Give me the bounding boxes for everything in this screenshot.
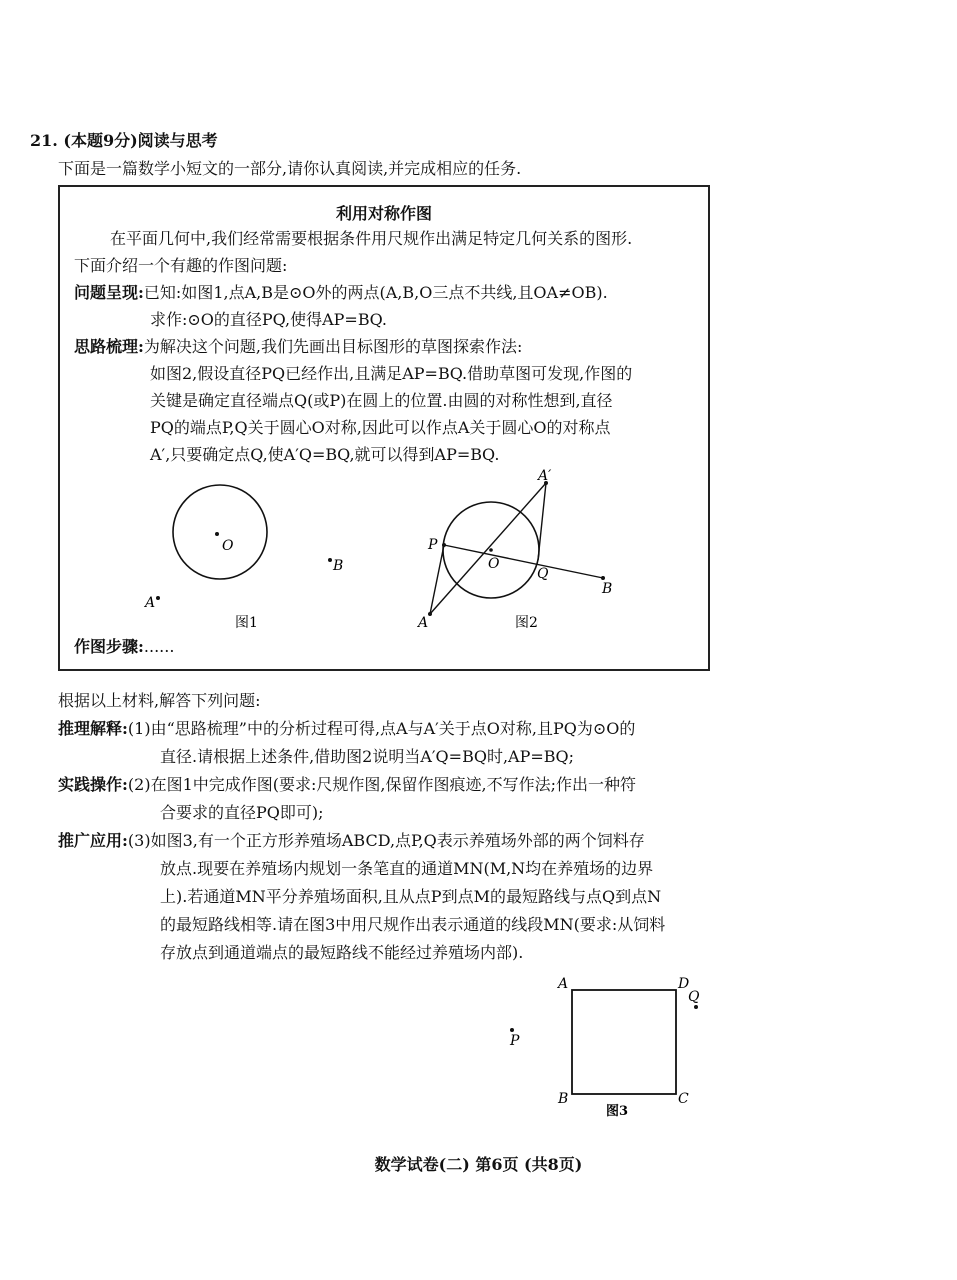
page-footer: 数学试卷(二) 第6页 (共8页) (374, 1155, 583, 1174)
idea-line-5: A′,只要确定点Q,使A′Q=BQ,就可以得到AP=BQ. (150, 445, 500, 464)
tasks-lead: 根据以上材料,解答下列问题: (58, 691, 261, 710)
steps-label: 作图步骤: (74, 637, 144, 656)
figure-2 (410, 467, 630, 642)
segment-p-b (444, 545, 603, 578)
label-a: A (145, 595, 156, 611)
label-aprime: A′ (538, 468, 552, 484)
article-line-2: 下面介绍一个有趣的作图问题: (74, 256, 288, 275)
steps-text: ...... (143, 637, 175, 656)
circle-o (173, 485, 267, 579)
problem-construct: 求作:⊙O的直径PQ,使得AP=BQ. (150, 310, 387, 329)
square-abcd (572, 990, 676, 1094)
task-3 (58, 828, 645, 851)
label-o-2: O (488, 556, 500, 572)
problem-statement (74, 279, 608, 306)
label-c: C (678, 1091, 689, 1107)
point-b-2 (601, 576, 605, 580)
task-2-label: 实践操作: (58, 775, 128, 794)
problem-intro: 下面是一篇数学小短文的一部分,请你认真阅读,并完成相应的任务. (58, 159, 522, 178)
article-heading: 利用对称作图 (335, 204, 432, 223)
task-1 (58, 716, 635, 739)
idea-statement (74, 333, 522, 360)
figure-3 (500, 972, 720, 1127)
idea-line-3: 关键是确定直径端点Q(或P)在圆上的位置.由圆的对称性想到,直径 (150, 391, 613, 410)
problem-label: 问题呈现: (74, 283, 144, 302)
idea-line-2: 如图2,假设直径PQ已经作出,且满足AP=BQ.借助草图可发现,作图的 (150, 364, 633, 383)
article-line-1: 在平面几何中,我们经常需要根据条件用尺规作出满足特定几何关系的图形. (110, 229, 633, 248)
task-3-line-1: (3)如图3,有一个正方形养殖场ABCD,点P,Q表示养殖场外部的两个饲料存 (127, 831, 645, 850)
figure-2-caption: 图2 (515, 615, 538, 631)
figure-1-caption: 图1 (235, 615, 258, 631)
point-o (215, 532, 219, 536)
problem-given: 已知:如图1,点A,B是⊙O外的两点(A,B,O三点不共线,且OA≠OB). (143, 283, 608, 302)
point-o-2 (489, 548, 493, 552)
task-2-line-1: (2)在图1中完成作图(要求:尺规作图,保留作图痕迹,不写作法;作出一种符 (127, 775, 636, 794)
point-a-2 (428, 612, 432, 616)
point-a (156, 596, 160, 600)
point-b (328, 558, 332, 562)
label-q: Q (537, 566, 549, 582)
label-o: O (222, 538, 234, 554)
label-a-3: A (558, 976, 569, 992)
task-2-line-2: 合要求的直径PQ即可); (160, 803, 324, 822)
idea-line-4: PQ的端点P,Q关于圆心O对称,因此可以作点A关于圆心O的对称点 (150, 418, 611, 437)
figure-3-caption: 图3 (606, 1104, 629, 1119)
label-b: B (333, 558, 344, 574)
idea-label: 思路梳理: (74, 337, 144, 356)
task-2 (58, 772, 636, 795)
point-p-3 (510, 1028, 514, 1032)
article-box (58, 185, 710, 671)
problem-title: 21. (本题9分)阅读与思考 (30, 131, 218, 150)
label-b-2: B (602, 581, 613, 597)
label-d: D (678, 976, 690, 992)
segment-a-p (430, 545, 444, 614)
task-1-line-1: (1)由“思路梳理”中的分析过程可得,点A与A′关于点O对称,且PQ为⊙O的 (127, 719, 636, 738)
idea-line-1: 为解决这个问题,我们先画出目标图形的草图探索作法: (143, 337, 523, 356)
label-q-3: Q (688, 989, 700, 1005)
steps-line (74, 633, 174, 660)
label-p-3: P (510, 1033, 520, 1049)
task-3-line-3: 上).若通道MN平分养殖场面积,且从点P到点M的最短路线与点Q到点N (160, 887, 662, 906)
label-a-2: A (418, 615, 429, 631)
segment-aprime-q (538, 483, 546, 560)
task-3-line-5: 存放点到通道端点的最短路线不能经过养殖场内部). (160, 943, 524, 962)
task-1-label: 推理解释: (58, 719, 128, 738)
task-3-label: 推广应用: (58, 831, 128, 850)
label-p: P (428, 537, 438, 553)
task-3-line-4: 的最短路线相等.请在图3中用尺规作出表示通道的线段MN(要求:从饲料 (160, 915, 666, 934)
figure-1 (130, 477, 370, 637)
point-q-3 (694, 1005, 698, 1009)
task-1-line-2: 直径.请根据上述条件,借助图2说明当A′Q=BQ时,AP=BQ; (160, 747, 575, 766)
task-3-line-2: 放点.现要在养殖场内规划一条笔直的通道MN(M,N均在养殖场的边界 (160, 859, 654, 878)
label-b-3: B (558, 1091, 569, 1107)
point-p (442, 543, 446, 547)
